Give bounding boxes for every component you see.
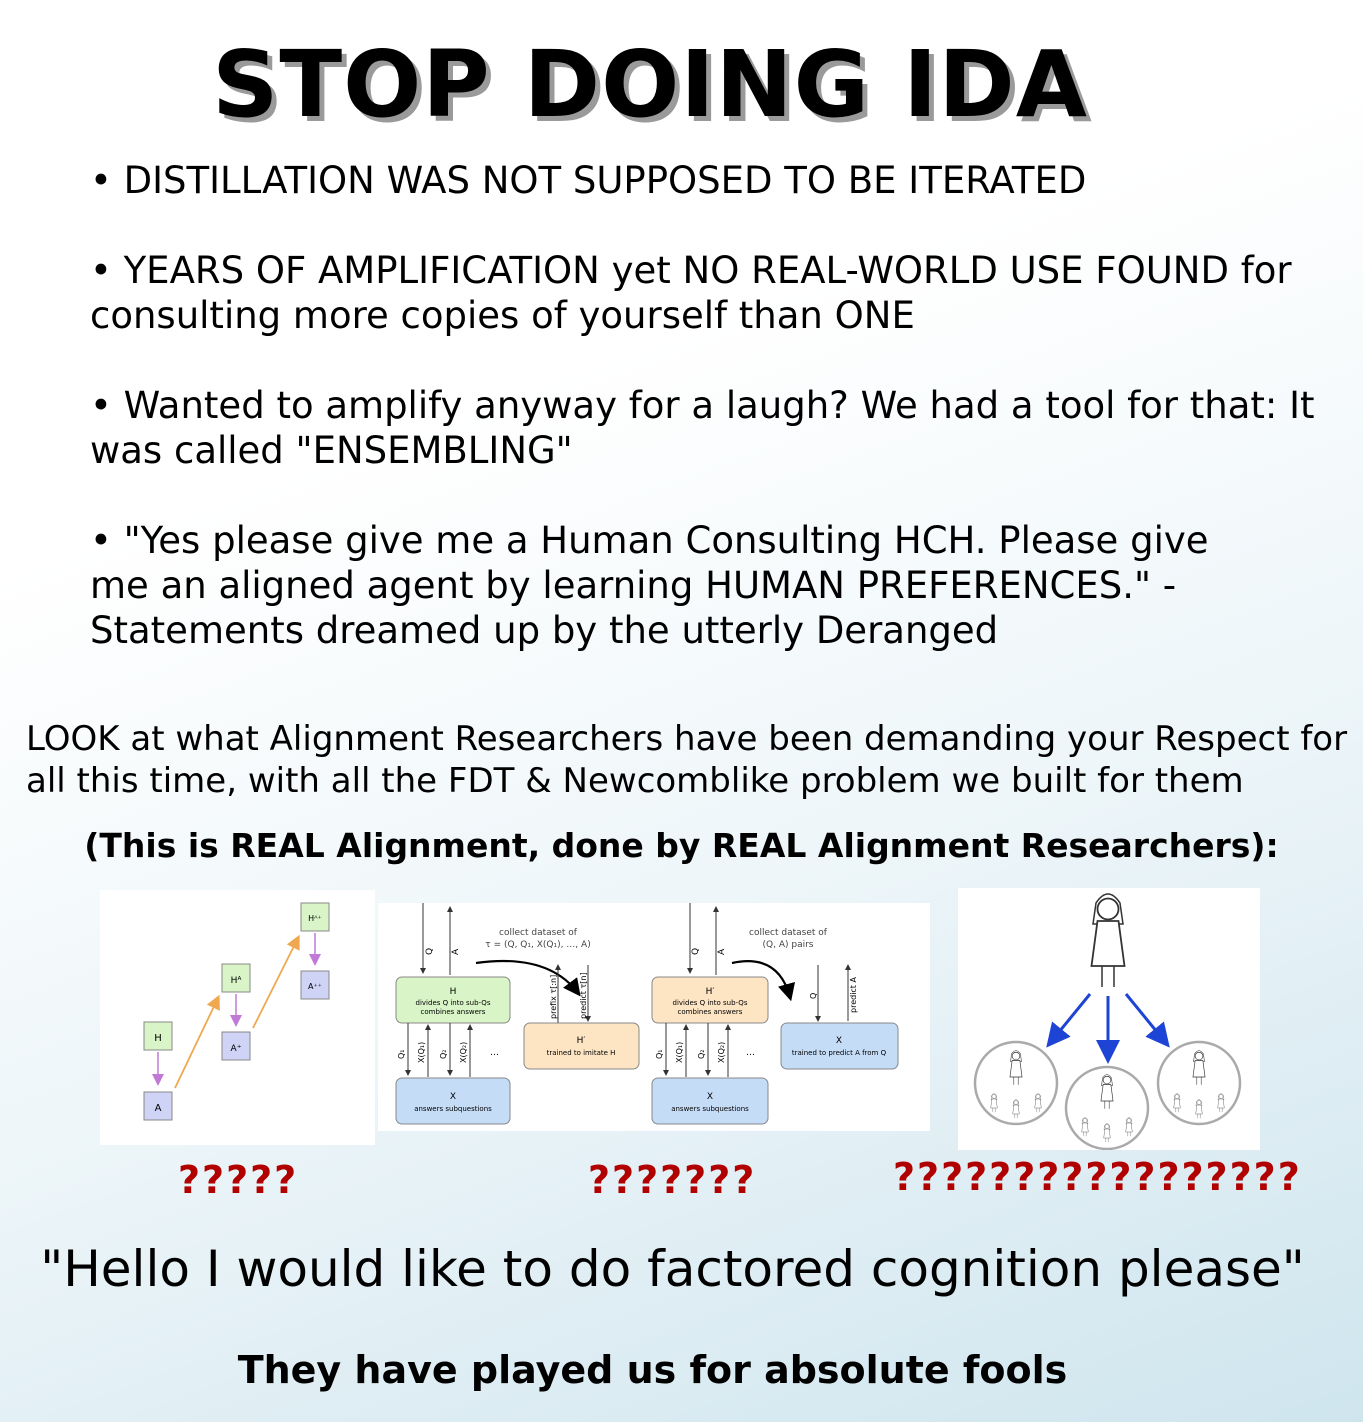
hch-diagram xyxy=(958,888,1260,1150)
closing-line: They have played us for absolute fools xyxy=(237,1348,1068,1392)
hch-diagram-svg xyxy=(958,888,1260,1150)
svg-text:Q₁: Q₁ xyxy=(655,1049,664,1059)
svg-text:τ = (Q, Q₁, X(Q₁), …, A): τ = (Q, Q₁, X(Q₁), …, A) xyxy=(485,940,591,950)
svg-text:X: X xyxy=(835,1036,843,1046)
svg-text:X(Q₂): X(Q₂) xyxy=(717,1041,726,1063)
svg-text:H: H xyxy=(449,987,457,997)
app-label: A⁺⁺ xyxy=(308,982,322,991)
svg-text:…: … xyxy=(746,1048,755,1058)
subtree-right xyxy=(1158,1042,1240,1124)
svg-text:predict τ[n]: predict τ[n] xyxy=(579,972,588,1019)
human-figure xyxy=(1092,894,1125,987)
svg-text:prefix τ[:n]: prefix τ[:n] xyxy=(549,974,558,1019)
svg-text:divides Q into sub-Qs: divides Q into sub-Qs xyxy=(672,999,748,1007)
question-marks-2: ??????? xyxy=(588,1158,757,1202)
hap-label: Hᴬ⁺ xyxy=(308,914,322,923)
svg-text:combines answers: combines answers xyxy=(677,1008,743,1016)
subtree-middle xyxy=(1066,1067,1148,1149)
svg-text:…: … xyxy=(490,1048,499,1058)
svg-text:Q: Q xyxy=(425,947,435,955)
svg-text:divides Q into sub-Qs: divides Q into sub-Qs xyxy=(415,999,491,1007)
svg-text:answers subquestions: answers subquestions xyxy=(414,1105,492,1113)
bullet-item: • "Yes please give me a Human Consulting HCH. Please give me an aligned agent by learning HUMAN PREFERENCES." - Statements dreamed up by the utterly Deranged xyxy=(90,519,1209,652)
svg-text:trained to predict A from Q: trained to predict A from Q xyxy=(791,1049,887,1057)
svg-text:(Q, A) pairs: (Q, A) pairs xyxy=(762,940,814,950)
a-label: A xyxy=(154,1103,162,1114)
look-paragraph: LOOK at what Alignment Researchers have been demanding your Respect for all this time, with all the FDT & Newcomblike problem we built for them xyxy=(26,719,1348,801)
bullet-item: • YEARS OF AMPLIFICATION yet NO REAL-WORLD USE FOUND for consulting more copies of yourself than ONE xyxy=(90,249,1292,337)
svg-text:collect dataset of: collect dataset of xyxy=(499,928,577,938)
svg-text:Q₁: Q₁ xyxy=(397,1049,406,1059)
factored-cognition-diagram xyxy=(378,903,930,1131)
svg-text:X(Q₂): X(Q₂) xyxy=(459,1041,468,1063)
svg-text:predict A: predict A xyxy=(849,977,858,1013)
question-marks-1: ????? xyxy=(178,1158,299,1202)
svg-text:trained to imitate H: trained to imitate H xyxy=(546,1049,616,1057)
svg-text:A: A xyxy=(451,948,461,955)
svg-text:combines answers: combines answers xyxy=(420,1008,486,1016)
svg-text:Q: Q xyxy=(809,992,818,999)
ida-diagram xyxy=(100,890,375,1145)
question-marks-3: ????????????????? xyxy=(893,1155,1302,1199)
factored-cognition-quote: "Hello I would like to do factored cognition please" xyxy=(40,1240,1305,1298)
svg-text:collect dataset of: collect dataset of xyxy=(749,928,827,938)
bullet-item: • Wanted to amplify anyway for a laugh? We had a tool for that: It was called "ENSEMBLING" xyxy=(90,384,1315,472)
real-alignment-heading: (This is REAL Alignment, done by REAL Alignment Researchers): xyxy=(84,826,1279,865)
svg-text:Q: Q xyxy=(691,947,701,955)
h-label: H xyxy=(154,1033,162,1044)
svg-text:Q₂: Q₂ xyxy=(697,1049,706,1059)
svg-text:X(Q₁): X(Q₁) xyxy=(417,1041,426,1063)
bullet-item: • DISTILLATION WAS NOT SUPPOSED TO BE ITERATED xyxy=(90,159,1087,202)
ha-label: Hᴬ xyxy=(230,976,242,986)
svg-text:A: A xyxy=(717,948,727,955)
svg-text:H′: H′ xyxy=(576,1036,586,1046)
svg-text:Q₂: Q₂ xyxy=(439,1049,448,1059)
svg-text:X(Q₁): X(Q₁) xyxy=(675,1041,684,1063)
svg-text:X: X xyxy=(449,1092,457,1102)
amplify-arrow xyxy=(175,998,218,1088)
factored-cognition-svg xyxy=(378,903,930,1131)
ap-label: A⁺ xyxy=(230,1044,242,1054)
page-title: STOP DOING IDA xyxy=(212,31,1088,138)
svg-text:answers subquestions: answers subquestions xyxy=(671,1105,749,1113)
svg-text:H′: H′ xyxy=(705,987,715,997)
svg-text:X: X xyxy=(706,1092,714,1102)
ida-diagram-svg xyxy=(100,890,375,1145)
amplify-arrow xyxy=(253,938,298,1028)
subtree-left xyxy=(975,1042,1057,1124)
